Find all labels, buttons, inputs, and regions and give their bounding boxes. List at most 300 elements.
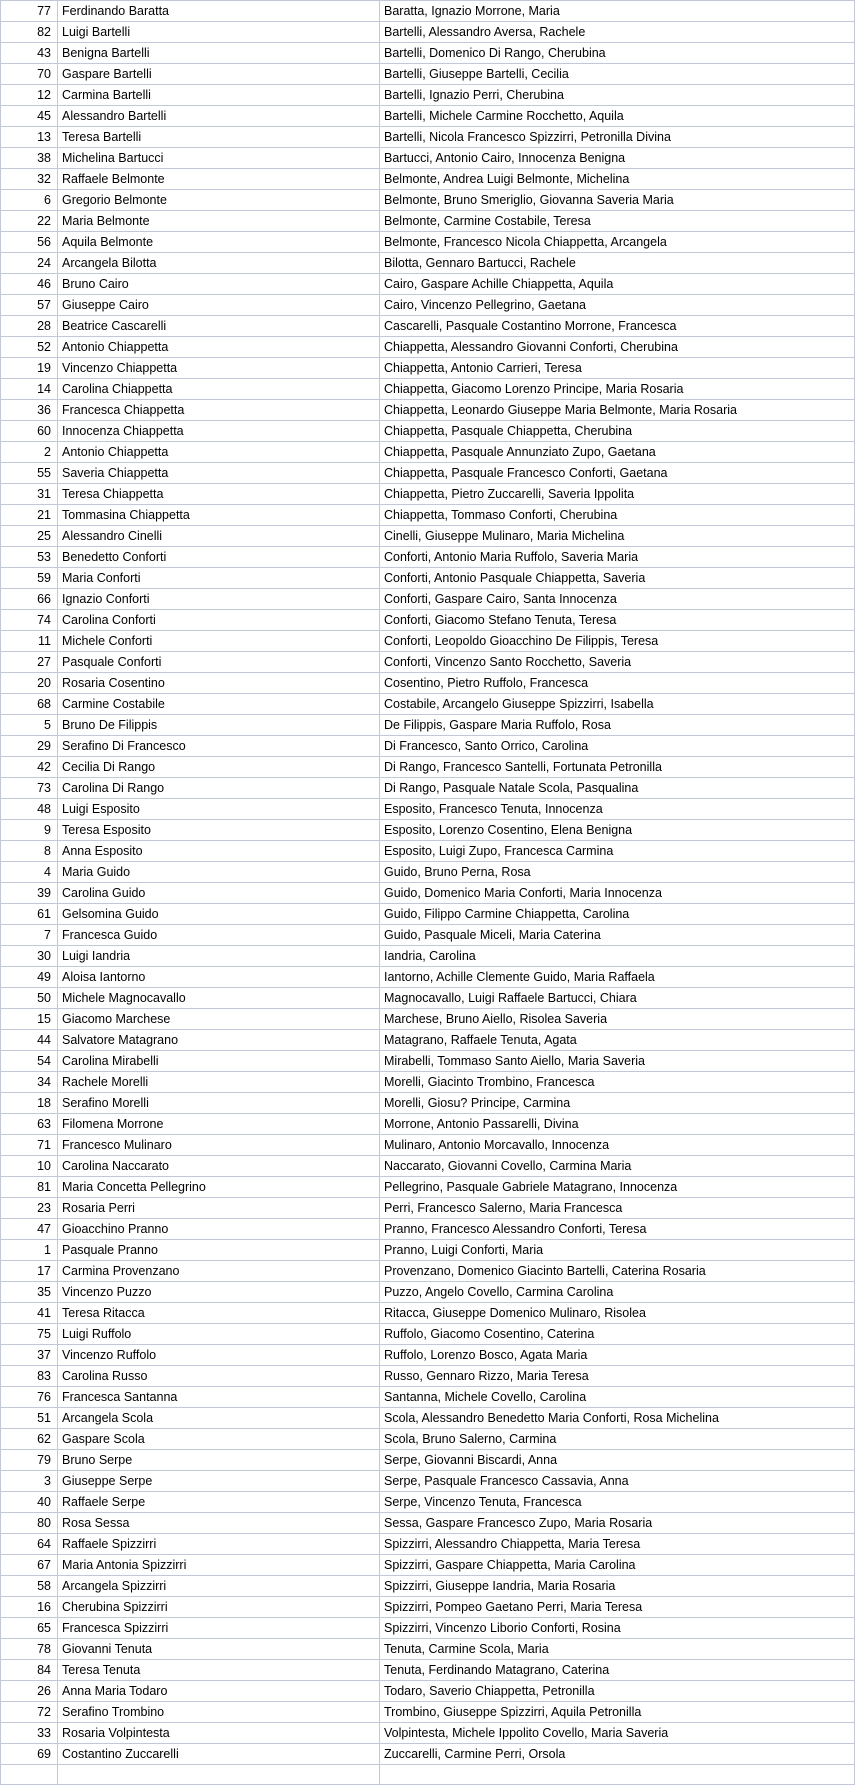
row-number-cell[interactable]: 17 [1, 1261, 58, 1282]
parents-cell[interactable]: Serpe, Pasquale Francesco Cassavia, Anna [380, 1471, 855, 1492]
row-number-cell[interactable]: 25 [1, 526, 58, 547]
row-number-cell[interactable]: 42 [1, 757, 58, 778]
row-number-cell[interactable]: 9 [1, 820, 58, 841]
row-number-cell[interactable]: 51 [1, 1408, 58, 1429]
person-name-cell[interactable]: Michele Conforti [58, 631, 380, 652]
row-number-cell[interactable]: 59 [1, 568, 58, 589]
person-name-cell[interactable]: Anna Esposito [58, 841, 380, 862]
parents-cell[interactable]: Di Rango, Francesco Santelli, Fortunata Petronilla [380, 757, 855, 778]
parents-cell[interactable]: Cascarelli, Pasquale Costantino Morrone, Francesca [380, 316, 855, 337]
parents-cell[interactable]: Tenuta, Carmine Scola, Maria [380, 1639, 855, 1660]
person-name-cell[interactable]: Cherubina Spizzirri [58, 1597, 380, 1618]
person-name-cell[interactable]: Benigna Bartelli [58, 43, 380, 64]
parents-cell[interactable]: Costabile, Arcangelo Giuseppe Spizzirri, Isabella [380, 694, 855, 715]
person-name-cell[interactable]: Alessandro Cinelli [58, 526, 380, 547]
row-number-cell[interactable]: 75 [1, 1324, 58, 1345]
parents-cell[interactable]: Morrone, Antonio Passarelli, Divina [380, 1114, 855, 1135]
parents-cell[interactable]: Volpintesta, Michele Ippolito Covello, Maria Saveria [380, 1723, 855, 1744]
table-row [1, 967, 855, 988]
row-number-cell[interactable]: 64 [1, 1534, 58, 1555]
person-name-cell[interactable]: Rosaria Volpintesta [58, 1723, 380, 1744]
row-number-cell[interactable]: 79 [1, 1450, 58, 1471]
parents-cell[interactable]: Ruffolo, Lorenzo Bosco, Agata Maria [380, 1345, 855, 1366]
person-name-cell[interactable]: Carolina Di Rango [58, 778, 380, 799]
parents-cell[interactable]: Cairo, Gaspare Achille Chiappetta, Aquila [380, 274, 855, 295]
table-row [1, 337, 855, 358]
parents-cell[interactable]: De Filippis, Gaspare Maria Ruffolo, Rosa [380, 715, 855, 736]
parents-cell[interactable]: Russo, Gennaro Rizzo, Maria Teresa [380, 1366, 855, 1387]
table-row [1, 1219, 855, 1240]
parents-cell[interactable]: Chiappetta, Pasquale Annunziato Zupo, Gaetana [380, 442, 855, 463]
parents-cell[interactable]: Chiappetta, Tommaso Conforti, Cherubina [380, 505, 855, 526]
person-name-cell[interactable]: Giuseppe Serpe [58, 1471, 380, 1492]
row-number-cell[interactable]: 24 [1, 253, 58, 274]
parents-cell[interactable]: Bartelli, Michele Carmine Rocchetto, Aquila [380, 106, 855, 127]
parents-cell[interactable]: Chiappetta, Pietro Zuccarelli, Saveria Ippolita [380, 484, 855, 505]
person-name-cell[interactable]: Bruno Cairo [58, 274, 380, 295]
row-number-cell[interactable]: 66 [1, 589, 58, 610]
row-number-cell[interactable]: 72 [1, 1702, 58, 1723]
row-number-cell[interactable]: 21 [1, 505, 58, 526]
table-row [1, 757, 855, 778]
row-number-cell[interactable]: 76 [1, 1387, 58, 1408]
parents-cell[interactable]: Spizzirri, Vincenzo Liborio Conforti, Rosina [380, 1618, 855, 1639]
person-name-cell[interactable]: Luigi Bartelli [58, 22, 380, 43]
row-number-cell[interactable]: 77 [1, 1, 58, 22]
parents-cell[interactable]: Pranno, Francesco Alessandro Conforti, Teresa [380, 1219, 855, 1240]
person-name-cell[interactable]: Aquila Belmonte [58, 232, 380, 253]
parents-cell[interactable]: Bartelli, Giuseppe Bartelli, Cecilia [380, 64, 855, 85]
parents-cell[interactable]: Iandria, Carolina [380, 946, 855, 967]
parents-cell[interactable]: Conforti, Gaspare Cairo, Santa Innocenza [380, 589, 855, 610]
parents-cell[interactable]: Pellegrino, Pasquale Gabriele Matagrano, Innocenza [380, 1177, 855, 1198]
parents-cell[interactable]: Matagrano, Raffaele Tenuta, Agata [380, 1030, 855, 1051]
parents-cell[interactable]: Scola, Bruno Salerno, Carmina [380, 1429, 855, 1450]
parents-cell[interactable]: Magnocavallo, Luigi Raffaele Bartucci, Chiara [380, 988, 855, 1009]
person-name-cell[interactable]: Luigi Ruffolo [58, 1324, 380, 1345]
person-name-cell[interactable]: Filomena Morrone [58, 1114, 380, 1135]
parents-cell[interactable]: Bartelli, Nicola Francesco Spizzirri, Petronilla Divina [380, 127, 855, 148]
row-number-cell[interactable]: 29 [1, 736, 58, 757]
row-number-cell[interactable]: 58 [1, 1576, 58, 1597]
parents-cell[interactable]: Cairo, Vincenzo Pellegrino, Gaetana [380, 295, 855, 316]
person-name-cell[interactable]: Gelsomina Guido [58, 904, 380, 925]
row-number-cell[interactable]: 83 [1, 1366, 58, 1387]
parents-cell[interactable]: Di Francesco, Santo Orrico, Carolina [380, 736, 855, 757]
row-number-cell[interactable]: 38 [1, 148, 58, 169]
table-row [1, 862, 855, 883]
parents-cell[interactable]: Morelli, Giosu? Principe, Carmina [380, 1093, 855, 1114]
person-name-cell[interactable]: Raffaele Serpe [58, 1492, 380, 1513]
row-number-cell[interactable]: 40 [1, 1492, 58, 1513]
person-name-cell[interactable]: Michelina Bartucci [58, 148, 380, 169]
row-number-cell[interactable]: 7 [1, 925, 58, 946]
table-row [1, 1303, 855, 1324]
person-name-cell[interactable]: Raffaele Belmonte [58, 169, 380, 190]
parents-cell[interactable]: Bartelli, Alessandro Aversa, Rachele [380, 22, 855, 43]
parents-cell[interactable]: Bartelli, Domenico Di Rango, Cherubina [380, 43, 855, 64]
person-name-cell[interactable]: Antonio Chiappetta [58, 442, 380, 463]
row-number-cell[interactable]: 81 [1, 1177, 58, 1198]
person-name-cell[interactable]: Carolina Chiappetta [58, 379, 380, 400]
row-number-cell[interactable]: 23 [1, 1198, 58, 1219]
row-number-cell[interactable]: 34 [1, 1072, 58, 1093]
table-row [1, 1156, 855, 1177]
parents-cell[interactable]: Ruffolo, Giacomo Cosentino, Caterina [380, 1324, 855, 1345]
person-name-cell[interactable]: Luigi Iandria [58, 946, 380, 967]
parents-cell[interactable]: Di Rango, Pasquale Natale Scola, Pasqualina [380, 778, 855, 799]
parents-cell[interactable]: Belmonte, Carmine Costabile, Teresa [380, 211, 855, 232]
row-number-cell[interactable]: 48 [1, 799, 58, 820]
row-number-cell[interactable]: 60 [1, 421, 58, 442]
person-name-cell[interactable]: Vincenzo Puzzo [58, 1282, 380, 1303]
parents-cell[interactable]: Belmonte, Bruno Smeriglio, Giovanna Saveria Maria [380, 190, 855, 211]
table-row [1, 715, 855, 736]
person-name-cell[interactable]: Rosaria Cosentino [58, 673, 380, 694]
row-number-cell[interactable]: 30 [1, 946, 58, 967]
row-number-cell[interactable]: 82 [1, 22, 58, 43]
person-name-cell[interactable]: Francesca Santanna [58, 1387, 380, 1408]
person-name-cell[interactable]: Cecilia Di Rango [58, 757, 380, 778]
row-number-cell[interactable]: 57 [1, 295, 58, 316]
row-number-cell[interactable]: 27 [1, 652, 58, 673]
person-name-cell[interactable]: Giacomo Marchese [58, 1009, 380, 1030]
row-number-cell[interactable]: 26 [1, 1681, 58, 1702]
row-number-cell[interactable]: 2 [1, 442, 58, 463]
table-row [1, 988, 855, 1009]
table-row [1, 652, 855, 673]
person-name-cell[interactable]: Tommasina Chiappetta [58, 505, 380, 526]
row-number-cell[interactable]: 67 [1, 1555, 58, 1576]
row-number-cell[interactable]: 46 [1, 274, 58, 295]
parents-cell[interactable]: Pranno, Luigi Conforti, Maria [380, 1240, 855, 1261]
person-name-cell[interactable] [58, 1765, 380, 1785]
person-name-cell[interactable]: Gioacchino Pranno [58, 1219, 380, 1240]
person-name-cell[interactable]: Maria Concetta Pellegrino [58, 1177, 380, 1198]
row-number-cell[interactable]: 68 [1, 694, 58, 715]
row-number-cell[interactable]: 41 [1, 1303, 58, 1324]
person-name-cell[interactable]: Raffaele Spizzirri [58, 1534, 380, 1555]
row-number-cell[interactable]: 35 [1, 1282, 58, 1303]
row-number-cell[interactable]: 62 [1, 1429, 58, 1450]
parents-cell[interactable]: Trombino, Giuseppe Spizzirri, Aquila Petronilla [380, 1702, 855, 1723]
table-row [1, 904, 855, 925]
row-number-cell[interactable]: 10 [1, 1156, 58, 1177]
person-name-cell[interactable]: Rosa Sessa [58, 1513, 380, 1534]
table-row [1, 421, 855, 442]
person-name-cell[interactable]: Vincenzo Ruffolo [58, 1345, 380, 1366]
row-number-cell[interactable]: 65 [1, 1618, 58, 1639]
row-number-cell[interactable]: 14 [1, 379, 58, 400]
parents-cell[interactable]: Serpe, Vincenzo Tenuta, Francesca [380, 1492, 855, 1513]
person-name-cell[interactable]: Luigi Esposito [58, 799, 380, 820]
parents-cell[interactable]: Sessa, Gaspare Francesco Zupo, Maria Rosaria [380, 1513, 855, 1534]
parents-cell[interactable]: Cosentino, Pietro Ruffolo, Francesca [380, 673, 855, 694]
table-row [1, 1618, 855, 1639]
person-name-cell[interactable]: Maria Guido [58, 862, 380, 883]
table-row [1, 883, 855, 904]
person-name-cell[interactable]: Costantino Zuccarelli [58, 1744, 380, 1765]
parents-cell[interactable]: Spizzirri, Gaspare Chiappetta, Maria Carolina [380, 1555, 855, 1576]
person-name-cell[interactable]: Carolina Russo [58, 1366, 380, 1387]
row-number-cell[interactable]: 53 [1, 547, 58, 568]
person-name-cell[interactable]: Bruno De Filippis [58, 715, 380, 736]
person-name-cell[interactable]: Carmina Bartelli [58, 85, 380, 106]
table-row [1, 778, 855, 799]
row-number-cell[interactable]: 33 [1, 1723, 58, 1744]
person-name-cell[interactable]: Carolina Guido [58, 883, 380, 904]
person-name-cell[interactable]: Ferdinando Baratta [58, 1, 380, 22]
person-name-cell[interactable]: Gregorio Belmonte [58, 190, 380, 211]
row-number-cell[interactable]: 5 [1, 715, 58, 736]
parents-cell[interactable]: Spizzirri, Pompeo Gaetano Perri, Maria Teresa [380, 1597, 855, 1618]
row-number-cell[interactable]: 80 [1, 1513, 58, 1534]
person-name-cell[interactable]: Maria Belmonte [58, 211, 380, 232]
row-number-cell[interactable]: 70 [1, 64, 58, 85]
row-number-cell[interactable]: 8 [1, 841, 58, 862]
row-number-cell[interactable]: 52 [1, 337, 58, 358]
parents-cell[interactable]: Marchese, Bruno Aiello, Risolea Saveria [380, 1009, 855, 1030]
person-name-cell[interactable]: Francesca Chiappetta [58, 400, 380, 421]
person-name-cell[interactable]: Carolina Naccarato [58, 1156, 380, 1177]
parents-cell[interactable]: Iantorno, Achille Clemente Guido, Maria Raffaela [380, 967, 855, 988]
parents-cell[interactable]: Scola, Alessandro Benedetto Maria Conforti, Rosa Michelina [380, 1408, 855, 1429]
person-name-cell[interactable]: Salvatore Matagrano [58, 1030, 380, 1051]
person-name-cell[interactable]: Serafino Morelli [58, 1093, 380, 1114]
row-number-cell[interactable]: 54 [1, 1051, 58, 1072]
table-row [1, 1177, 855, 1198]
row-number-cell[interactable]: 13 [1, 127, 58, 148]
parents-cell[interactable]: Belmonte, Andrea Luigi Belmonte, Michelina [380, 169, 855, 190]
table-row [1, 1366, 855, 1387]
parents-cell[interactable]: Conforti, Antonio Maria Ruffolo, Saveria Maria [380, 547, 855, 568]
parents-cell[interactable]: Esposito, Francesco Tenuta, Innocenza [380, 799, 855, 820]
table-row [1, 1429, 855, 1450]
parents-cell[interactable]: Chiappetta, Giacomo Lorenzo Principe, Maria Rosaria [380, 379, 855, 400]
table-row [1, 1051, 855, 1072]
row-number-cell[interactable]: 22 [1, 211, 58, 232]
parents-cell[interactable]: Conforti, Giacomo Stefano Tenuta, Teresa [380, 610, 855, 631]
person-name-cell[interactable]: Gaspare Bartelli [58, 64, 380, 85]
person-name-cell[interactable]: Teresa Bartelli [58, 127, 380, 148]
parents-cell[interactable]: Guido, Bruno Perna, Rosa [380, 862, 855, 883]
person-name-cell[interactable]: Benedetto Conforti [58, 547, 380, 568]
row-number-cell[interactable]: 31 [1, 484, 58, 505]
parents-cell[interactable]: Mirabelli, Tommaso Santo Aiello, Maria Saveria [380, 1051, 855, 1072]
row-number-cell[interactable]: 4 [1, 862, 58, 883]
row-number-cell[interactable]: 50 [1, 988, 58, 1009]
person-name-cell[interactable]: Beatrice Cascarelli [58, 316, 380, 337]
parents-cell[interactable]: Esposito, Lorenzo Cosentino, Elena Benigna [380, 820, 855, 841]
person-name-cell[interactable]: Rachele Morelli [58, 1072, 380, 1093]
table-row [1, 925, 855, 946]
person-name-cell[interactable]: Gaspare Scola [58, 1429, 380, 1450]
row-number-cell[interactable]: 47 [1, 1219, 58, 1240]
person-name-cell[interactable]: Giovanni Tenuta [58, 1639, 380, 1660]
parents-cell[interactable]: Mulinaro, Antonio Morcavallo, Innocenza [380, 1135, 855, 1156]
table-row [1, 1261, 855, 1282]
parents-cell[interactable] [380, 1765, 855, 1785]
table-row [1, 736, 855, 757]
table-row [1, 127, 855, 148]
row-number-cell[interactable]: 45 [1, 106, 58, 127]
person-name-cell[interactable]: Vincenzo Chiappetta [58, 358, 380, 379]
parents-cell[interactable]: Perri, Francesco Salerno, Maria Francesca [380, 1198, 855, 1219]
table-row [1, 505, 855, 526]
table-row [1, 589, 855, 610]
person-name-cell[interactable]: Francesca Guido [58, 925, 380, 946]
row-number-cell[interactable]: 12 [1, 85, 58, 106]
table-row [1, 1114, 855, 1135]
parents-cell[interactable]: Conforti, Vincenzo Santo Rocchetto, Saveria [380, 652, 855, 673]
person-name-cell[interactable]: Pasquale Pranno [58, 1240, 380, 1261]
row-number-cell[interactable]: 1 [1, 1240, 58, 1261]
parents-cell[interactable]: Bilotta, Gennaro Bartucci, Rachele [380, 253, 855, 274]
table-row [1, 43, 855, 64]
row-number-cell[interactable]: 61 [1, 904, 58, 925]
table-row [1, 694, 855, 715]
row-number-cell[interactable]: 28 [1, 316, 58, 337]
person-name-cell[interactable]: Maria Conforti [58, 568, 380, 589]
person-name-cell[interactable]: Carolina Conforti [58, 610, 380, 631]
row-number-cell[interactable]: 15 [1, 1009, 58, 1030]
table-row [1, 274, 855, 295]
row-number-cell[interactable] [1, 1765, 58, 1785]
parents-cell[interactable]: Chiappetta, Alessandro Giovanni Conforti, Cherubina [380, 337, 855, 358]
parents-cell[interactable]: Morelli, Giacinto Trombino, Francesca [380, 1072, 855, 1093]
parents-cell[interactable]: Puzzo, Angelo Covello, Carmina Carolina [380, 1282, 855, 1303]
table-row [1, 1660, 855, 1681]
parents-cell[interactable]: Naccarato, Giovanni Covello, Carmina Maria [380, 1156, 855, 1177]
person-name-cell[interactable]: Teresa Ritacca [58, 1303, 380, 1324]
parents-cell[interactable]: Baratta, Ignazio Morrone, Maria [380, 1, 855, 22]
row-number-cell[interactable]: 49 [1, 967, 58, 988]
person-name-cell[interactable]: Carmina Provenzano [58, 1261, 380, 1282]
row-number-cell[interactable]: 56 [1, 232, 58, 253]
parents-cell[interactable]: Serpe, Giovanni Biscardi, Anna [380, 1450, 855, 1471]
person-name-cell[interactable]: Carmine Costabile [58, 694, 380, 715]
parents-cell[interactable]: Bartelli, Ignazio Perri, Cherubina [380, 85, 855, 106]
parents-cell[interactable]: Chiappetta, Leonardo Giuseppe Maria Belmonte, Maria Rosaria [380, 400, 855, 421]
parents-cell[interactable]: Guido, Filippo Carmine Chiappetta, Carolina [380, 904, 855, 925]
row-number-cell[interactable]: 11 [1, 631, 58, 652]
row-number-cell[interactable]: 74 [1, 610, 58, 631]
person-name-cell[interactable]: Bruno Serpe [58, 1450, 380, 1471]
person-name-cell[interactable]: Saveria Chiappetta [58, 463, 380, 484]
parents-cell[interactable]: Chiappetta, Pasquale Francesco Conforti, Gaetana [380, 463, 855, 484]
row-number-cell[interactable]: 18 [1, 1093, 58, 1114]
row-number-cell[interactable]: 43 [1, 43, 58, 64]
row-number-cell[interactable]: 39 [1, 883, 58, 904]
person-name-cell[interactable]: Arcangela Scola [58, 1408, 380, 1429]
table-row [1, 22, 855, 43]
parents-cell[interactable]: Provenzano, Domenico Giacinto Bartelli, Caterina Rosaria [380, 1261, 855, 1282]
parents-cell[interactable]: Ritacca, Giuseppe Domenico Mulinaro, Risolea [380, 1303, 855, 1324]
row-number-cell[interactable]: 55 [1, 463, 58, 484]
person-name-cell[interactable]: Teresa Chiappetta [58, 484, 380, 505]
parents-cell[interactable]: Zuccarelli, Carmine Perri, Orsola [380, 1744, 855, 1765]
row-number-cell[interactable]: 63 [1, 1114, 58, 1135]
person-name-cell[interactable]: Francesco Mulinaro [58, 1135, 380, 1156]
person-name-cell[interactable]: Arcangela Bilotta [58, 253, 380, 274]
table-row [1, 1282, 855, 1303]
parents-cell[interactable]: Todaro, Saverio Chiappetta, Petronilla [380, 1681, 855, 1702]
table-row [1, 442, 855, 463]
table-row [1, 568, 855, 589]
person-name-cell[interactable]: Teresa Tenuta [58, 1660, 380, 1681]
person-name-cell[interactable]: Michele Magnocavallo [58, 988, 380, 1009]
parents-cell[interactable]: Esposito, Luigi Zupo, Francesca Carmina [380, 841, 855, 862]
parents-cell[interactable]: Conforti, Leopoldo Gioacchino De Filippis, Teresa [380, 631, 855, 652]
person-name-cell[interactable]: Giuseppe Cairo [58, 295, 380, 316]
person-name-cell[interactable]: Arcangela Spizzirri [58, 1576, 380, 1597]
row-number-cell[interactable]: 32 [1, 169, 58, 190]
table-row [1, 148, 855, 169]
table-row [1, 1345, 855, 1366]
person-name-cell[interactable]: Maria Antonia Spizzirri [58, 1555, 380, 1576]
row-number-cell[interactable]: 37 [1, 1345, 58, 1366]
person-name-cell[interactable]: Francesca Spizzirri [58, 1618, 380, 1639]
table-row [1, 1240, 855, 1261]
person-name-cell[interactable]: Aloisa Iantorno [58, 967, 380, 988]
table-row [1, 820, 855, 841]
person-name-cell[interactable]: Carolina Mirabelli [58, 1051, 380, 1072]
person-name-cell[interactable]: Rosaria Perri [58, 1198, 380, 1219]
person-name-cell[interactable]: Anna Maria Todaro [58, 1681, 380, 1702]
parents-cell[interactable]: Santanna, Michele Covello, Carolina [380, 1387, 855, 1408]
table-row [1, 547, 855, 568]
parents-cell[interactable]: Cinelli, Giuseppe Mulinaro, Maria Michelina [380, 526, 855, 547]
parents-cell[interactable]: Conforti, Antonio Pasquale Chiappetta, Saveria [380, 568, 855, 589]
row-number-cell[interactable]: 19 [1, 358, 58, 379]
table-row [1, 232, 855, 253]
parents-cell[interactable]: Chiappetta, Pasquale Chiappetta, Cherubina [380, 421, 855, 442]
parents-cell[interactable]: Guido, Pasquale Miceli, Maria Caterina [380, 925, 855, 946]
person-name-cell[interactable]: Ignazio Conforti [58, 589, 380, 610]
row-number-cell[interactable]: 73 [1, 778, 58, 799]
person-name-cell[interactable]: Teresa Esposito [58, 820, 380, 841]
parents-cell[interactable]: Chiappetta, Antonio Carrieri, Teresa [380, 358, 855, 379]
row-number-cell[interactable]: 16 [1, 1597, 58, 1618]
parents-cell[interactable]: Spizzirri, Alessandro Chiappetta, Maria Teresa [380, 1534, 855, 1555]
row-number-cell[interactable]: 6 [1, 190, 58, 211]
parents-cell[interactable]: Tenuta, Ferdinando Matagrano, Caterina [380, 1660, 855, 1681]
row-number-cell[interactable]: 20 [1, 673, 58, 694]
person-name-cell[interactable]: Antonio Chiappetta [58, 337, 380, 358]
row-number-cell[interactable]: 84 [1, 1660, 58, 1681]
parents-cell[interactable]: Guido, Domenico Maria Conforti, Maria Innocenza [380, 883, 855, 904]
row-number-cell[interactable]: 69 [1, 1744, 58, 1765]
row-number-cell[interactable]: 44 [1, 1030, 58, 1051]
person-name-cell[interactable]: Alessandro Bartelli [58, 106, 380, 127]
table-row [1, 1135, 855, 1156]
row-number-cell[interactable]: 36 [1, 400, 58, 421]
row-number-cell[interactable]: 78 [1, 1639, 58, 1660]
parents-cell[interactable]: Bartucci, Antonio Cairo, Innocenza Benigna [380, 148, 855, 169]
person-name-cell[interactable]: Serafino Trombino [58, 1702, 380, 1723]
person-name-cell[interactable]: Innocenza Chiappetta [58, 421, 380, 442]
table-row [1, 316, 855, 337]
parents-cell[interactable]: Belmonte, Francesco Nicola Chiappetta, Arcangela [380, 232, 855, 253]
row-number-cell[interactable]: 3 [1, 1471, 58, 1492]
table-row [1, 169, 855, 190]
row-number-cell[interactable]: 71 [1, 1135, 58, 1156]
parents-cell[interactable]: Spizzirri, Giuseppe Iandria, Maria Rosaria [380, 1576, 855, 1597]
table-row [1, 1030, 855, 1051]
table-row [1, 1, 855, 22]
person-name-cell[interactable]: Pasquale Conforti [58, 652, 380, 673]
person-name-cell[interactable]: Serafino Di Francesco [58, 736, 380, 757]
